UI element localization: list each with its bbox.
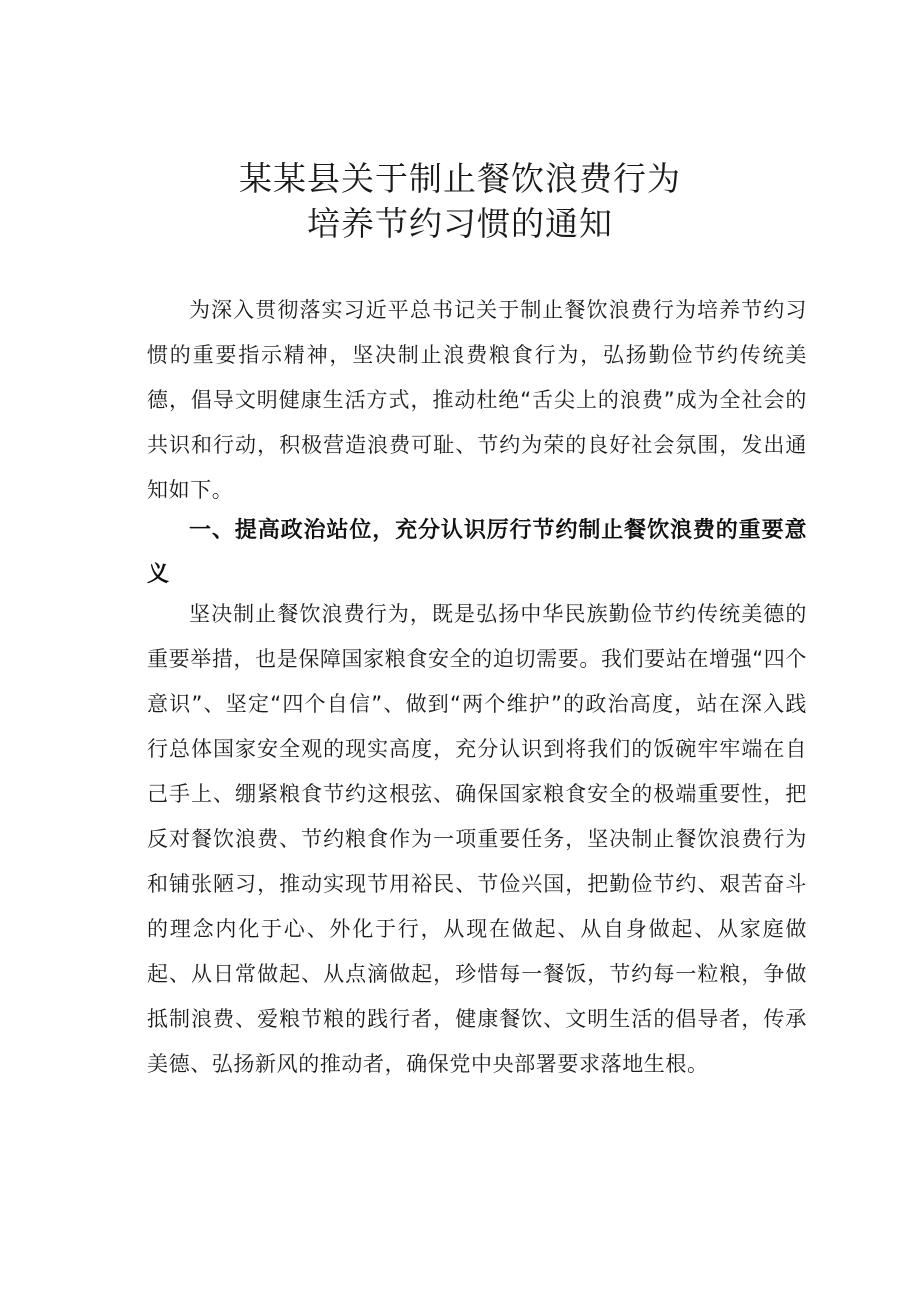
intro-paragraph: 为深入贯彻落实习近平总书记关于制止餐饮浪费行为培养节约习惯的重要指示精神，坚决制止浪费粮食行为，弘扬勤俭节约传统美德，倡导文明健康生活方式，推动杜绝“舌尖上的浪费”成为全社会的共识和行动，积极营造浪费可耻、节约为荣的良好社会氛围，发出通知如下。	[147, 298, 807, 502]
section-1-paragraph: 坚决制止餐饮浪费行为，既是弘扬中华民族勤俭节约传统美德的重要举措，也是保障国家粮食安全的迫切需要。我们要站在增强“四个意识”、坚定“四个自信”、做到“两个维护”的政治高度，站在深入践行总体国家安全观的现实高度，充分认识到将我们的饭碗牢牢端在自己手上、绷紧粮食节约这根弦、确保国家粮食安全的极端重要性，把反对餐饮浪费、节约粮食作为一项重要任务，坚决制止餐饮浪费行为和铺张陋习，推动实现节用裕民、节俭兴国，把勤俭节约、艰苦奋斗的理念内化于心、外化于行，从现在做起、从自身做起、从家庭做起、从日常做起、从点滴做起，珍惜每一餐饭，节约每一粒粮，争做抵制浪费、爱粮节粮的践行者，健康餐饮、文明生活的倡导者，传承美德、弘扬新风的推动者，确保党中央部署要求落地生根。	[147, 602, 807, 1076]
document-title-line-2: 培养节约习惯的通知	[307, 204, 613, 243]
section-1-heading: 一、提高政治站位，充分认识厉行节约制止餐饮浪费的重要意义	[147, 518, 807, 587]
document-title-line-1: 某某县关于制止餐饮浪费行为	[239, 159, 681, 198]
